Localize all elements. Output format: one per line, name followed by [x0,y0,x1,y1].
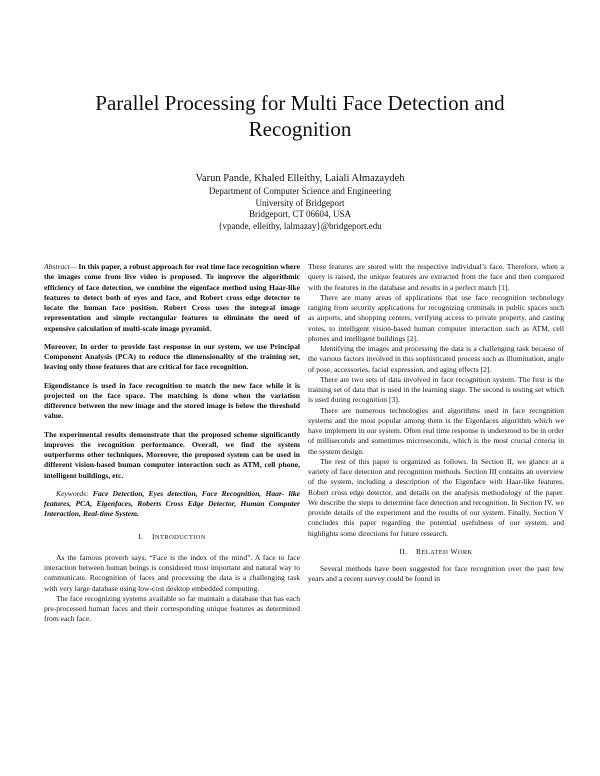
paper-title [40,90,560,142]
abstract-label: Abstract— [44,262,77,271]
body-paragraph-6: The rest of this paper is organized as follows. In Section II, we glance at a variety of face detection and recognition methods. Section III contains an overview of the system, including a description of the Eigenface with Haar-like features, Robert cross edge detector, and details on the analysis methodology of the paper. We describe the steps to determine face detection and recognition. In Section IV, we provide details of the experiment and the results of our system. Finally, Section V concludes this paper regarding the potential usefulness of our system, and highlights some directions for future research. [308,456,564,538]
left-column [44,262,300,625]
abstract-paragraph-2: Moreover, In order to provide fast response in our system, we use Principal Component Analysis (PCA) to reduce the dimensionality of the training set, leaving only those features that are critical for face recognition. [44,341,300,372]
affiliation-department: Department of Computer Science and Engineering [208,186,392,196]
abstract-paragraph-1: Abstract— In this paper, a robust approach for real time face recognition where the images come from live video is proposed. To improve the algorithmic efficiency of face detection, we combine the eigenface method using Haar-like features to detect both of eyes and face, and Robert cross edge detector to locate the human face position. Robert Cross uses the integral image representation and simple rectangular features to eliminate the need of expensive calculation of multi-scale image pyramid. [44,262,300,333]
section-heading-introduction: I. INTRODUCTION [138,531,206,541]
related-work-paragraph-1: Several methods have been suggested for face recognition over the past few years and a recent survey could be found in [308,564,564,584]
title-line-2: Recognition [248,117,352,141]
affiliation-block [100,186,500,232]
body-paragraph-3: Identifying the images and processing the data is a challenging task because of the various factors involved in this sophisticated process such as illumination, angle of pose, accessories, facial expression, and aging effects [2]. [308,344,564,374]
abstract-paragraph-4: The experimental results demonstrate that the proposed scheme significantly improves the recognition performance. Overall, we find the system outperforms other techniques. Moreover, the proposed system can be used in different vision-based human computer interaction such as ATM, cell phone, intelligent buildings, etc. [44,429,300,480]
body-paragraph-4: There are two sets of data involved in face recognition system. The first is the training set of data that is used in the learning stage. The second is testing set which is used during recognition [3]. [308,374,564,405]
abstract-paragraph-3: Eigendistance is used in face recognition to match the new face while it is projected on the face space. The matching is done when the variation difference between the new image and the stored image is below the threshold value. [44,380,300,421]
intro-paragraph-1: As the famous proverb says, “Face is the index of the mind”. A face to face interaction between human beings is considered most important and natural way to communicate. Recognition of faces and processing the data is a challenging task with very large database using low-cost desktop embedded computing. [44,552,300,593]
body-paragraph-1: These features are stored with the respective individual’s face. Therefore, when a query is raised, the unique features are extracted from the face and then compared with the features in the database and results in a perfect match [1]. [308,262,564,292]
author-list: Varun Pande, Khaled Elleithy, Laiali Almazaydeh [195,173,405,184]
abstract [44,262,300,481]
keywords: Keywords: Face Detection, Eyes detection, Face Recognition, Haar- like features, PCA, Eigenfaces, Roberts Cross Edge Detector, Human Computer Interaction, Real-time System. [44,488,300,519]
affiliation-city: Bridgeport, CT 06604, USA [248,209,352,219]
affiliation-email: {vpande, elleithy, lalmazay}@bridgeport.edu [218,220,382,231]
keywords-label: Keywords: [56,488,89,498]
intro-paragraph-2: The face recognizing systems available so far maintain a database that has each pre-processed human faces and their corresponding unique features as determined from each face. [44,593,300,624]
title-line-1: Parallel Processing for Multi Face Detection and [95,91,505,115]
body-paragraph-5: There are numerous technologies and algorithms used in face recognition systems and the most popular among them is the Eigenfaces algorithm which we have implement in our system. Often real time response is understood to be in order of milliseconds and sometimes microseconds, which is the most crucial criteria in the system design. [308,405,564,456]
affiliation-university: University of Bridgeport [255,197,345,208]
section-heading-related-work: II. RELATED WORK [399,546,473,556]
right-column [308,262,564,585]
body-paragraph-2: There are many areas of applications that use face recognition technology ranging from security applications for recognizing criminals in public spaces such as airports, and shopping centers, verifying access to private property, and casting votes, to intelligent vision-based human computer interaction such as ATM, cell phones and intelligent buildings [2]. [308,292,564,343]
